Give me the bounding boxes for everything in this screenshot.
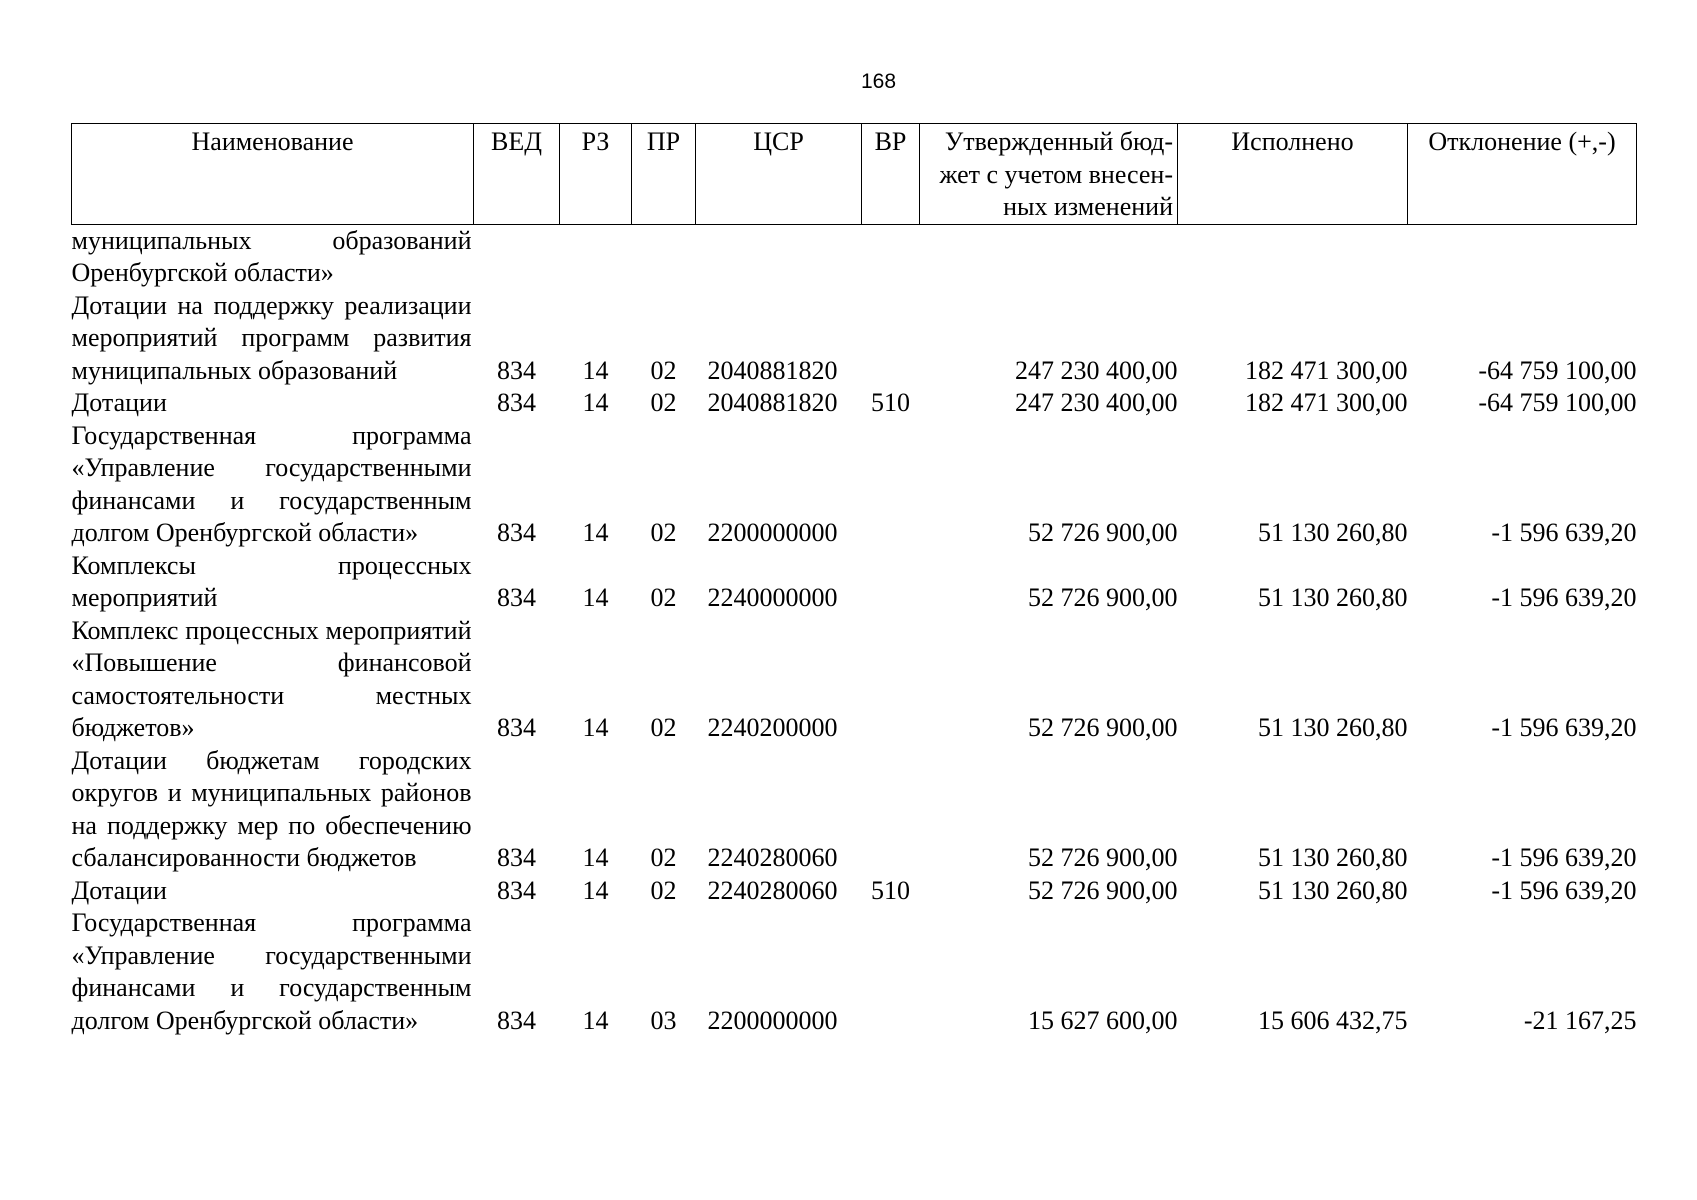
cell-csr: 2040881820 — [707, 355, 838, 385]
table-row — [72, 875, 1637, 908]
cell-vr — [862, 290, 920, 388]
cell-pr: 02 — [650, 713, 677, 742]
cell-executed: 51 130 260,80 — [1258, 875, 1408, 905]
table-row — [72, 907, 1637, 1037]
cell-pr: 02 — [650, 518, 677, 547]
cell-ved — [474, 224, 560, 290]
cell-ved: 834 — [497, 1005, 536, 1035]
cell-pr: 02 — [650, 355, 677, 385]
table-row — [72, 290, 1637, 388]
cell-name: Государственная программа «Управление государственными финансами и государственным долгом Оренбургской области» — [71, 420, 472, 547]
cell-csr — [696, 224, 862, 290]
cell-pr: 02 — [650, 875, 677, 905]
cell-vr — [862, 745, 920, 875]
cell-rz: 14 — [582, 713, 609, 742]
cell-executed: 51 130 260,80 — [1258, 518, 1408, 547]
cell-approved-budget: 52 726 900,00 — [1028, 843, 1178, 872]
cell-name: муниципальных образований Оренбургской области» — [71, 225, 472, 287]
cell-vr — [862, 907, 920, 1037]
cell-approved-budget: 52 726 900,00 — [1028, 518, 1178, 547]
table-row — [72, 745, 1637, 875]
table-body — [72, 224, 1637, 1037]
cell-deviation: -21 167,25 — [1523, 1005, 1637, 1035]
header-pr: ПР — [632, 124, 696, 225]
cell-rz — [560, 224, 632, 290]
cell-executed: 51 130 260,80 — [1258, 843, 1408, 872]
cell-name: Государственная программа «Управление государственными финансами и государственным долгом Оренбургской области» — [71, 908, 472, 1035]
header-rz: РЗ — [560, 124, 632, 225]
cell-csr: 2040881820 — [707, 388, 838, 417]
cell-rz: 14 — [582, 875, 609, 905]
cell-pr — [632, 224, 696, 290]
cell-rz: 14 — [582, 518, 609, 547]
cell-name: Дотации на поддержку реализации мероприятий программ развития муниципальных образований — [71, 290, 472, 385]
cell-approved-budget — [920, 224, 1178, 290]
cell-vr: 510 — [871, 875, 910, 905]
cell-approved-budget: 52 726 900,00 — [1028, 875, 1178, 905]
cell-vr: 510 — [871, 388, 910, 417]
cell-ved: 834 — [497, 713, 536, 742]
cell-deviation: -1 596 639,20 — [1491, 875, 1637, 905]
cell-executed: 51 130 260,80 — [1258, 583, 1408, 612]
cell-ved: 834 — [497, 355, 536, 385]
header-approved-budget: Утвержденный бюд-жет с учетом внесен-ных изменений — [920, 124, 1178, 225]
cell-approved-budget: 15 627 600,00 — [1028, 1005, 1178, 1035]
cell-deviation: -64 759 100,00 — [1478, 355, 1637, 385]
cell-csr: 2200000000 — [707, 1005, 838, 1035]
cell-rz: 14 — [582, 388, 609, 417]
cell-executed — [1178, 224, 1408, 290]
cell-pr: 02 — [650, 583, 677, 612]
cell-pr: 03 — [650, 1005, 677, 1035]
cell-rz: 14 — [582, 1005, 609, 1035]
header-ved: ВЕД — [474, 124, 560, 225]
cell-deviation: -1 596 639,20 — [1491, 843, 1637, 872]
cell-csr: 2240280060 — [707, 875, 838, 905]
cell-rz: 14 — [582, 843, 609, 872]
cell-name: Комплексы процессных мероприятий — [71, 550, 472, 612]
table-row — [72, 550, 1637, 615]
table-row — [72, 420, 1637, 550]
cell-approved-budget: 52 726 900,00 — [1028, 713, 1178, 742]
header-deviation: Отклонение (+,-) — [1408, 124, 1637, 225]
cell-name: Комплекс процессных мероприятий «Повышение финансовой самостоятельности местных бюджетов» — [71, 615, 472, 742]
cell-deviation — [1408, 224, 1637, 290]
cell-csr: 2240200000 — [707, 713, 838, 742]
cell-name: Дотации — [71, 875, 167, 905]
cell-pr: 02 — [650, 843, 677, 872]
header-name: Наименование — [72, 124, 474, 225]
page-number: 168 — [860, 70, 897, 93]
cell-vr — [862, 420, 920, 550]
table-header-row — [72, 124, 1637, 225]
cell-rz: 14 — [582, 355, 609, 385]
table-row — [72, 224, 1637, 290]
cell-approved-budget: 52 726 900,00 — [1028, 583, 1178, 612]
table-row — [72, 387, 1637, 420]
cell-executed: 182 471 300,00 — [1245, 388, 1408, 417]
cell-vr — [862, 224, 920, 290]
header-csr: ЦСР — [696, 124, 862, 225]
cell-deviation: -1 596 639,20 — [1491, 518, 1637, 547]
cell-approved-budget: 247 230 400,00 — [1015, 355, 1178, 385]
budget-execution-table — [71, 123, 1637, 1037]
cell-name: Дотации бюджетам городских округов и муниципальных районов на поддержку мер по обеспечению сбалансированности бюджетов — [71, 745, 472, 872]
cell-executed: 182 471 300,00 — [1245, 355, 1408, 385]
cell-ved: 834 — [497, 388, 536, 417]
cell-name: Дотации — [71, 388, 167, 417]
cell-deviation: -1 596 639,20 — [1491, 583, 1637, 612]
cell-csr: 2240000000 — [707, 583, 838, 612]
cell-executed: 15 606 432,75 — [1258, 1005, 1408, 1035]
cell-executed: 51 130 260,80 — [1258, 713, 1408, 742]
cell-ved: 834 — [497, 875, 536, 905]
cell-vr — [862, 550, 920, 615]
cell-ved: 834 — [497, 843, 536, 872]
cell-deviation: -1 596 639,20 — [1491, 713, 1637, 742]
cell-ved: 834 — [497, 583, 536, 612]
cell-csr: 2200000000 — [707, 518, 838, 547]
table-row — [72, 615, 1637, 745]
cell-deviation: -64 759 100,00 — [1478, 388, 1637, 417]
cell-approved-budget: 247 230 400,00 — [1015, 388, 1178, 417]
cell-ved: 834 — [497, 518, 536, 547]
cell-rz: 14 — [582, 583, 609, 612]
header-vr: ВР — [862, 124, 920, 225]
header-executed: Исполнено — [1178, 124, 1408, 225]
cell-csr: 2240280060 — [707, 843, 838, 872]
cell-vr — [862, 615, 920, 745]
cell-pr: 02 — [650, 388, 677, 417]
